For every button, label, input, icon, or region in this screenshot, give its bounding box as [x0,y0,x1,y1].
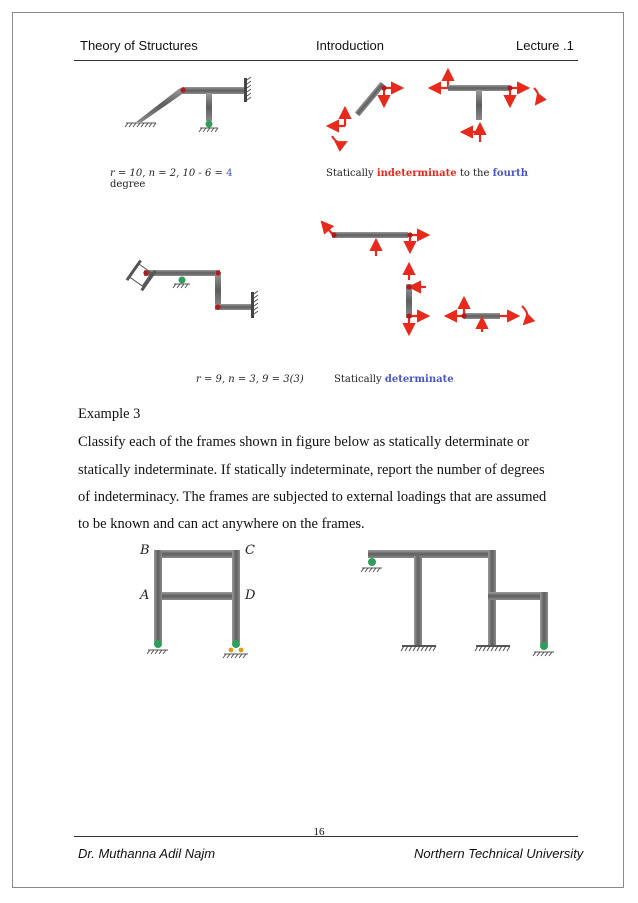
example-line-2: statically indeterminate. If statically indeterminate, report the number of degrees [78,462,545,478]
inclined-member-fbd [355,82,385,116]
caption-fig2-eq [196,374,304,385]
caption-text: r = 9, n = 3, 9 = 3(3) [196,374,304,385]
top-beam [368,550,496,558]
fixed-wall [251,292,254,318]
free-body-diagram-1 [320,66,550,158]
fixed-support-hatch [125,123,156,127]
side-beam [488,592,548,600]
middle-beam [154,592,240,600]
label-c: C [245,543,255,558]
header-rule [74,60,578,61]
fixed-support-hatch [475,646,510,651]
page-number: 16 [313,826,325,838]
moment-arrow [522,306,528,324]
column-fbd [476,90,482,120]
caption-fig1-cont: degree [110,179,146,190]
free-body-diagram-2 [318,214,548,344]
caption-text: Statically [334,374,385,385]
roller-support [232,640,240,648]
caption-fig1-right [326,168,528,179]
example-line-3: of indeterminacy. The frames are subjected to external loadings that are assumed [78,489,547,505]
beam-fbd [332,232,408,238]
caption-fig2-right [334,374,454,385]
center-column [414,556,422,646]
moment-arrow [332,136,346,143]
fixed-wall [244,78,247,102]
frame-diagram-2 [110,236,270,326]
footer-author: Dr. Muthanna Adil Najm [78,846,216,861]
inclined-roller-support [127,260,156,290]
frame-diagram-1 [110,76,260,138]
pin-support [179,277,186,284]
caption-fig1-num: 4 [226,168,233,179]
frame-diagram-3b [352,540,562,664]
pin-support [368,558,376,566]
example-line-1: Classify each of the frames shown in figure below as statically determinate or [78,434,529,450]
pin-support [154,640,162,648]
left-column [154,550,162,642]
header-course-title: Theory of Structures [80,38,198,53]
inclined-member [136,88,185,122]
caption-fig1-eq: r = 10, n = 2, 10 - 6 = [110,168,227,179]
top-beam [154,550,240,558]
far-column [540,592,548,644]
fixed-support-hatch [401,646,436,651]
moment-arrow [534,88,539,104]
caption-highlight-indeterminate: indeterminate [376,168,457,179]
caption-highlight-determinate: determinate [384,374,454,385]
column-member [206,93,212,121]
example-title: Example 3 [78,406,141,422]
caption-fig1-left [110,168,232,190]
footer-rule [74,836,578,837]
label-d: D [245,588,256,603]
caption-highlight-fourth: fourth [492,168,528,179]
pin-support [206,121,213,128]
column-member [215,272,221,308]
beam-member [182,87,244,94]
caption-text: Statically [326,168,377,179]
pin-support [540,642,548,650]
header-lecture: Lecture .1 [516,38,574,53]
caption-text: to the [456,168,493,179]
hinge-joint [180,87,185,92]
header-section: Introduction [316,38,384,53]
force-arrows [328,70,528,142]
right-column [232,550,240,642]
label-b: B [140,543,150,558]
label-a: A [140,588,150,603]
footer-university: Northern Technical University [414,846,584,861]
example-line-4: to be known and can act anywhere on the frames. [78,516,365,532]
